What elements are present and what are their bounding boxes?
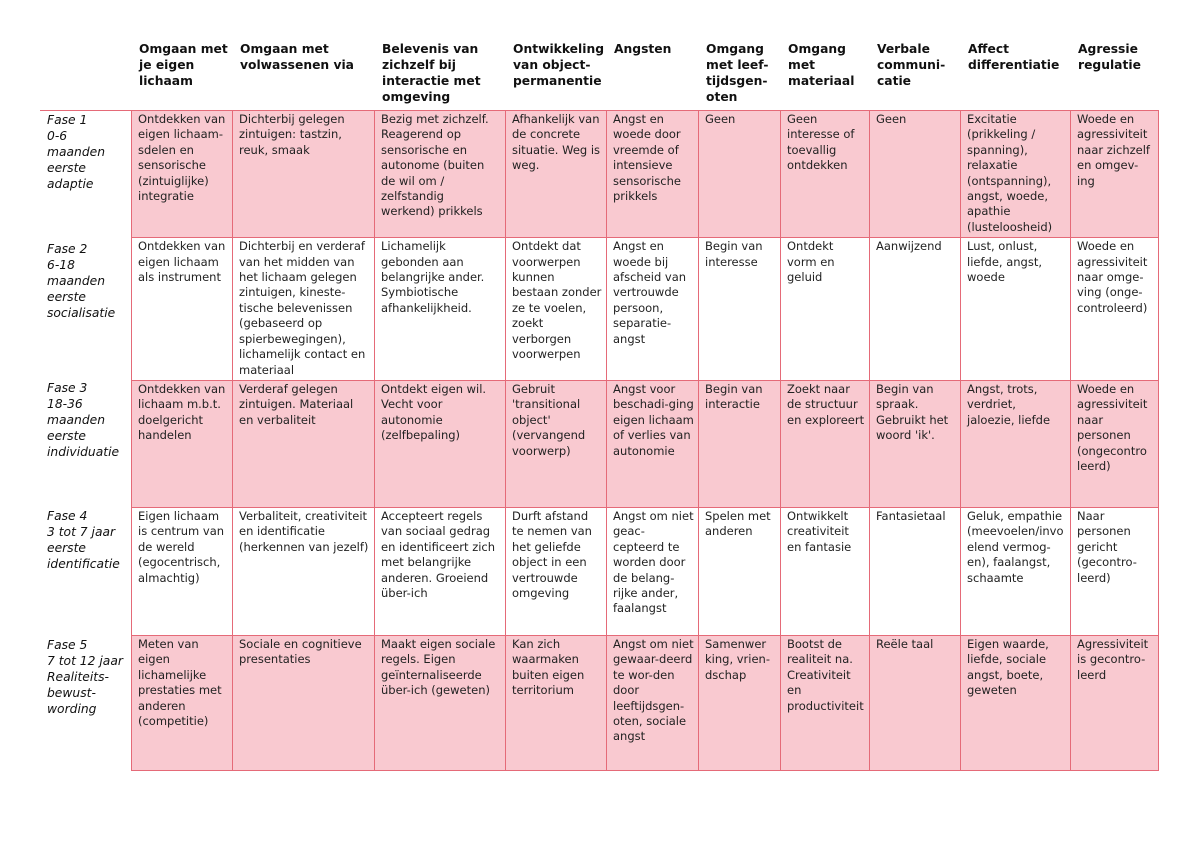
header-agressie: Agressie regulatie [1078, 42, 1141, 72]
phase-label-1: Fase 1 0-6 maanden eerste adaptie [47, 113, 106, 191]
table-cell: Angst om niet gewaar-deerd te wor-den door leeftijdsgen-oten, sociale angst [607, 635, 699, 770]
table-cell: Woede en agressiviteit naar omge-ving (onge-controleerd) [1071, 238, 1159, 381]
header-angsten: Angsten [614, 42, 672, 56]
table-cell: Begin van interactie [699, 380, 781, 507]
table-row-fase-1 [132, 111, 1159, 238]
table-row-fase-4 [132, 507, 1159, 635]
table-cell: Geluk, empathie (meevoelen/invo elend vermog-en), faalangst, schaamte [961, 507, 1071, 635]
table-cell: Ontdekken van eigen lichaam als instrument [132, 238, 233, 381]
header-affect: Affect differentiatie [968, 42, 1060, 72]
table-row-fase-5 [132, 635, 1159, 770]
phase-label-4: Fase 4 3 tot 7 jaar eerste identificatie [47, 509, 120, 571]
table-cell: Lust, onlust, liefde, angst, woede [961, 238, 1071, 381]
table-cell: Ontdekken van eigen lichaam-sdelen en sensorische (zintuiglijke) integratie [132, 111, 233, 238]
table-cell: Verderaf gelegen zintuigen. Materiaal en verbaliteit [233, 380, 375, 507]
table-row-fase-3 [132, 380, 1159, 507]
table-cell: Eigen waarde, liefde, sociale angst, boete, geweten [961, 635, 1071, 770]
table-cell: Angst, trots, verdriet, jaloezie, liefde [961, 380, 1071, 507]
table-cell: Ontwikkelt creativiteit en fantasie [781, 507, 870, 635]
phase-label-5: Fase 5 7 tot 12 jaar Realiteits- bewust- wording [47, 638, 123, 716]
table-cell: Sociale en cognitieve presentaties [233, 635, 375, 770]
header-objectpermanentie: Ontwikkeling van object-permanentie [513, 42, 605, 88]
table-cell: Naar personen gericht (gecontro-leerd) [1071, 507, 1159, 635]
table-cell: Woede en agressiviteit naar zichzelf en omgev-ing [1071, 111, 1159, 238]
phase-label-3: Fase 3 18-36 maanden eerste individuatie [47, 381, 120, 459]
table-cell: Afhankelijk van de concrete situatie. Weg is weg. [506, 111, 607, 238]
table-cell: Meten van eigen lichamelijke prestaties met anderen (competitie) [132, 635, 233, 770]
header-volwassenen: Omgaan met volwassenen via [240, 42, 354, 72]
table-cell: Fantasietaal [870, 507, 961, 635]
header-lichaam: Omgaan met je eigen lichaam [139, 42, 228, 88]
table-cell: Maakt eigen sociale regels. Eigen geïnternaliseerde über-ich (geweten) [375, 635, 506, 770]
table-cell: Geen interesse of toevallig ontdekken [781, 111, 870, 238]
table-cell: Begin van spraak. Gebruikt het woord 'ik'. [870, 380, 961, 507]
row-separator [40, 110, 132, 111]
table-cell: Bootst de realiteit na. Creativiteit en productiviteit [781, 635, 870, 770]
table-cell: Eigen lichaam is centrum van de wereld (egocentrisch, almachtig) [132, 507, 233, 635]
table-cell: Excitatie (prikkeling / spanning), relaxatie (ontspanning), angst, woede, apathie (lusteloosheid) [961, 111, 1071, 238]
table-cell: Accepteert regels van sociaal gedrag en identificeert zich met belangrijke anderen. Groeiend über-ich [375, 507, 506, 635]
header-verbale-communicatie: Verbale communi-catie [877, 42, 946, 88]
table-cell: Lichamelijk gebonden aan belangrijke ander. Symbiotische afhankelijkheid. [375, 238, 506, 381]
table-cell: Zoekt naar de structuur en exploreert [781, 380, 870, 507]
table-cell: Bezig met zichzelf. Reagerend op sensorische en autonome (buiten de wil om / zelfstandig werkend) prikkels [375, 111, 506, 238]
table-cell: Verbaliteit, creativiteit en identificatie (herkennen van jezelf) [233, 507, 375, 635]
table-cell: Samenwer king, vrien-dschap [699, 635, 781, 770]
table-cell: Spelen met anderen [699, 507, 781, 635]
table-cell: Angst voor beschadi-ging eigen lichaam of verlies van autonomie [607, 380, 699, 507]
header-belevenis: Belevenis van zichzelf bij interactie met omgeving [382, 42, 481, 104]
table-cell: Durft afstand te nemen van het geliefde object in een vertrouwde omgeving [506, 507, 607, 635]
header-leeftijdsgenoten: Omgang met leef-tijdsgen-oten [706, 42, 769, 104]
table-cell: Dichterbij en verderaf van het midden van het lichaam gelegen zintuigen, kineste-tische belevenissen (gebaseerd op spierbewegingen), lichamelijk contact en materiaal [233, 238, 375, 381]
table-cell: Ontdekt eigen wil. Vecht voor autonomie (zelfbepaling) [375, 380, 506, 507]
table-cell: Dichterbij gelegen zintuigen: tastzin, reuk, smaak [233, 111, 375, 238]
table-cell: Ontdekt dat voorwerpen kunnen bestaan zonder ze te voelen, zoekt verborgen voorwerpen [506, 238, 607, 381]
table-cell: Woede en agressiviteit naar personen (ongecontro leerd) [1071, 380, 1159, 507]
table-cell: Kan zich waarmaken buiten eigen territorium [506, 635, 607, 770]
table-row-fase-2 [132, 238, 1159, 381]
header-materiaal: Omgang met materiaal [788, 42, 855, 88]
phase-label-2: Fase 2 6-18 maanden eerste socialisatie [47, 242, 116, 320]
table-cell: Aanwijzend [870, 238, 961, 381]
table-cell: Geen [699, 111, 781, 238]
development-table [131, 110, 1159, 771]
table-cell: Geen [870, 111, 961, 238]
table-cell: Angst en woede door vreemde of intensieve sensorische prikkels [607, 111, 699, 238]
table-cell: Ontdekt vorm en geluid [781, 238, 870, 381]
table-cell: Angst en woede bij afscheid van vertrouwde persoon, separatie-angst [607, 238, 699, 381]
table-cell: Reële taal [870, 635, 961, 770]
table-cell: Begin van interesse [699, 238, 781, 381]
table-cell: Agressiviteit is gecontro-leerd [1071, 635, 1159, 770]
table-cell: Ontdekken van lichaam m.b.t. doelgericht handelen [132, 380, 233, 507]
table-cell: Angst om niet geac-cepteerd te worden door de belang-rijke ander, faalangst [607, 507, 699, 635]
table-cell: Gebruit 'transitional object' (vervangend voorwerp) [506, 380, 607, 507]
